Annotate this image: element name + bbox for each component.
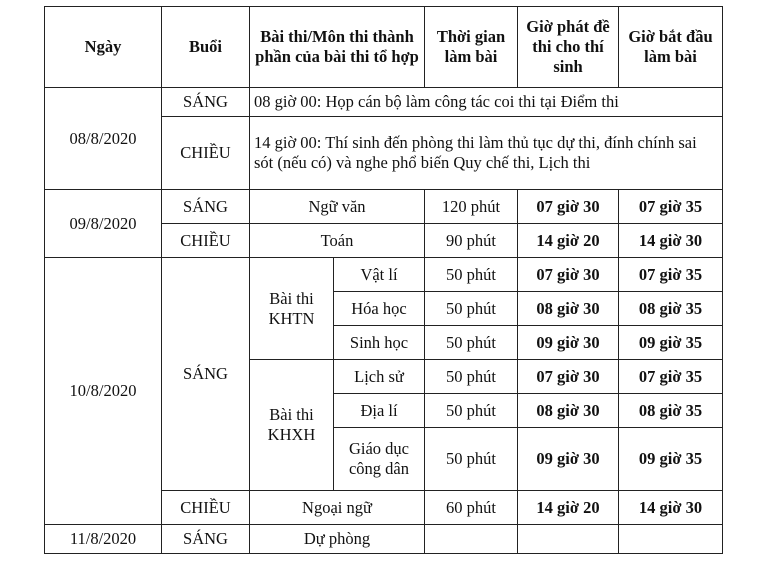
header-session: Buổi — [162, 7, 250, 88]
distribute-cell: 08 giờ 30 — [518, 292, 619, 326]
distribute-cell: 09 giờ 30 — [518, 326, 619, 360]
distribute-cell: 07 giờ 30 — [518, 360, 619, 394]
start-cell: 07 giờ 35 — [619, 360, 723, 394]
subject-cell: Toán — [250, 224, 425, 258]
day-cell: 09/8/2020 — [45, 190, 162, 258]
subject-cell: Ngoại ngữ — [250, 491, 425, 525]
subject-cell: Vật lí — [334, 258, 425, 292]
duration-cell: 50 phút — [425, 360, 518, 394]
distribute-cell: 14 giờ 20 — [518, 491, 619, 525]
session-cell: SÁNG — [162, 258, 250, 491]
duration-cell: 90 phút — [425, 224, 518, 258]
start-cell: 07 giờ 35 — [619, 258, 723, 292]
duration-cell: 60 phút — [425, 491, 518, 525]
subject-cell: Ngữ văn — [250, 190, 425, 224]
subject-cell: Dự phòng — [250, 525, 425, 554]
day-cell: 10/8/2020 — [45, 258, 162, 525]
schedule-table — [44, 6, 723, 554]
duration-cell: 50 phút — [425, 394, 518, 428]
session-cell: CHIỀU — [162, 117, 250, 190]
start-cell: 09 giờ 35 — [619, 326, 723, 360]
duration-cell: 50 phút — [425, 258, 518, 292]
note-cell: 08 giờ 00: Họp cán bộ làm công tác coi thi tại Điểm thi — [250, 88, 723, 117]
header-start-time: Giờ bắt đầu làm bài — [619, 7, 723, 88]
header-subject: Bài thi/Môn thi thành phần của bài thi tổ hợp — [250, 7, 425, 88]
session-cell: CHIỀU — [162, 224, 250, 258]
start-cell: 08 giờ 35 — [619, 394, 723, 428]
duration-cell — [425, 525, 518, 554]
distribute-cell: 07 giờ 30 — [518, 190, 619, 224]
session-cell: SÁNG — [162, 190, 250, 224]
group-cell: Bài thi KHXH — [250, 360, 334, 491]
duration-cell: 50 phút — [425, 292, 518, 326]
distribute-cell — [518, 525, 619, 554]
start-cell: 08 giờ 35 — [619, 292, 723, 326]
table-row — [45, 258, 723, 292]
subject-cell: Lịch sử — [334, 360, 425, 394]
subject-cell: Địa lí — [334, 394, 425, 428]
start-cell: 14 giờ 30 — [619, 491, 723, 525]
day-cell: 08/8/2020 — [45, 88, 162, 190]
header-row — [45, 7, 723, 88]
table-row — [45, 88, 723, 117]
start-cell: 07 giờ 35 — [619, 190, 723, 224]
duration-cell: 50 phút — [425, 326, 518, 360]
table-row — [45, 525, 723, 554]
note-cell: 14 giờ 00: Thí sinh đến phòng thi làm thủ tục dự thi, đính chính sai sót (nếu có) và nghe phổ biến Quy chế thi, Lịch thi — [250, 117, 723, 190]
session-cell: SÁNG — [162, 88, 250, 117]
table-row — [45, 190, 723, 224]
subject-cell: Hóa học — [334, 292, 425, 326]
header-distribute-time: Giờ phát đề thi cho thí sinh — [518, 7, 619, 88]
session-cell: CHIỀU — [162, 491, 250, 525]
subject-cell: Giáo dục công dân — [334, 428, 425, 491]
distribute-cell: 09 giờ 30 — [518, 428, 619, 491]
start-cell — [619, 525, 723, 554]
distribute-cell: 08 giờ 30 — [518, 394, 619, 428]
duration-cell: 50 phút — [425, 428, 518, 491]
subject-cell: Sinh học — [334, 326, 425, 360]
header-duration: Thời gian làm bài — [425, 7, 518, 88]
group-cell: Bài thi KHTN — [250, 258, 334, 360]
exam-schedule — [44, 6, 722, 554]
day-cell: 11/8/2020 — [45, 525, 162, 554]
header-day: Ngày — [45, 7, 162, 88]
distribute-cell: 14 giờ 20 — [518, 224, 619, 258]
session-cell: SÁNG — [162, 525, 250, 554]
distribute-cell: 07 giờ 30 — [518, 258, 619, 292]
start-cell: 14 giờ 30 — [619, 224, 723, 258]
duration-cell: 120 phút — [425, 190, 518, 224]
start-cell: 09 giờ 35 — [619, 428, 723, 491]
